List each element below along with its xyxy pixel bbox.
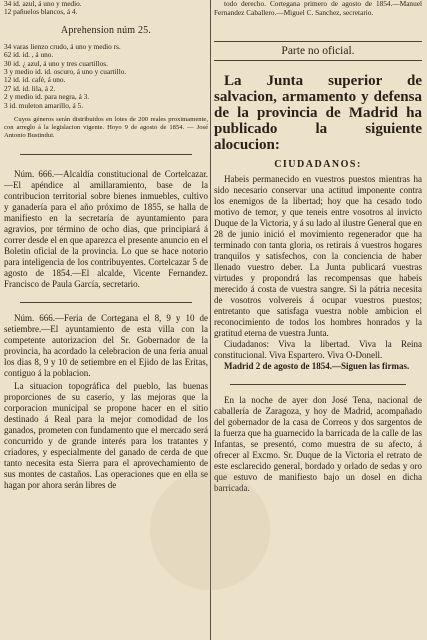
aprehension-list: [4, 43, 208, 110]
right-column: [214, 0, 422, 640]
column-rule: [210, 0, 211, 640]
list-line: 2 y medio id. para negra, á 3.: [4, 93, 90, 102]
junta-speech: Habeis permanecido en vuestros puestos mientras ha sido necesario conservar una actitud imponente contra los enemigos de la libertad; hoy que ha cesado todo motivo de temor, y que teneis entre vosotros al invicto Duque de la Victoria, y á su lado al ilustre General que en 28 de junio inició el movimiento regenerador que ha terminado con tanta gloria, os retirais á vuestros hogares tranquilos y satisfechos, con la conciencia de haber llenado vuestro deber. La Junta publicará vuestras virtudes y propondrá las recompensas que habeis merecido á costa de vuestra sangre. Si la pátria necesita de vosotros volvereis á ocupar vuestros puestos; entretanto que satisfaga vuestra noble ambicion el reconocimiento de todos los hombres honrados y la gratitud eterna de vuestra Junta.: [214, 174, 422, 339]
cortelcazar-notice: Núm. 666.—Alcaldía constitucional de Cortelcazar.—El apéndice al amillaramiento, base de la contribucion territorial sobre bienes inmuebles, cultivo y ganadería para el año próximo de 1855, se halla de manifiesto en la secretaría de ayuntamiento para agravios, por término de ocho dias, que principiará á correr desde el en que aparezca el presente anuncio en el Boletin oficial de la provincia. Lo que se hace notorio para inteligencia de los contribuyentes. Cortelcazar 5 de agosto de 1854.—El alcalde, Vicente Fernandez. Francisco de Paula García, secretario.: [4, 168, 208, 289]
ciudadanos-heading: CIUDADANOS:: [274, 159, 362, 171]
tena-news: En la noche de ayer don José Tena, nacional de caballería de Zaragoza, y hoy de Madrid, acompañado del gobernador de la casa de Correos y dos sargentos de la fuerza que ha guarnecido la barricada de la calle de las Infantas, se presentó, como muestra de su afecto, á ofrecer al Excmo. Sr. Duque de la Victoria el retrato de este esclarecido general, bordado y orlado de sedas y oro que estuvo de manifiesto bajo un dosel en dicha barricada.: [214, 395, 422, 494]
cortegana-fair-notice: Núm. 666.—Feria de Cortegana el 8, 9 y 10 de setiembre.—El ayuntamiento de esta villa con la competente autorizacion del Sr. Gobernador de la provincia, ha acordado la celebracion de una feria anual los dias 8, 9 y 10 de setiembre en el Ejido de las Eritas, contiguo á la poblacion.: [4, 312, 208, 378]
left-column: [4, 0, 208, 640]
junta-date: Madrid 2 de agosto de 1854.—Siguen las firmas.: [224, 361, 410, 372]
distribution-notice: Cuyos géneros serán distribuidos en lotes de 200 reales proximamente, con arreglo á la legislacion vigente. Hoyo 9 de agosto de 1854. — José Antonio Bustindui.: [4, 116, 208, 139]
list-line: 12 pañuelos blancos, á 4.: [4, 8, 78, 17]
aprehension-heading: Aprehension núm 25.: [60, 24, 152, 36]
list-line: 34 id. azul, á uno y medio.: [4, 0, 82, 8]
list-line: 3 id. muleton amarillo, á 5.: [4, 101, 84, 110]
junta-title: La Junta superior de salvacion, armamento y defensa de la provincia de Madrid ha publicado la siguiente alocucion:: [214, 73, 422, 154]
list-line: 30 id. ¿ azul, á uno y tres cuartillos.: [4, 59, 108, 68]
list-line: 27 id. id. lila, á 2.: [4, 84, 56, 93]
divider: [20, 302, 192, 303]
divider: [230, 384, 406, 385]
list-line: 62 id. id. , á uno.: [4, 51, 54, 60]
list-line: 12 id. id. café, á uno.: [4, 76, 66, 85]
cortegana-fair-details: La situacion topográfica del pueblo, las buenas proporciones de su caserío, y las mejoras que la corporacion municipal se propone hacer en el sitio destinado á Real para la mejor comodidad de los ganados, prometen con fundamento que el mercado será concurrido y de grande interés para los tratantes y criadores, y especialmente del ganado de cerda de que tanto necesita esta Sierra para el aprovechamiento de sus montes de castaños. Las operaciones que en ella se hagan por ahora serán libres de: [4, 380, 208, 490]
section-heading: Parte no oficial.: [214, 41, 422, 61]
top-lines: [4, 0, 208, 17]
divider: [20, 154, 192, 155]
fair-notice-end: todo derecho. Cortegana primero de agosto de 1854.—Manuel Fernandez Caballero.—Miguel C. Sanchez, secretario.: [214, 0, 422, 17]
list-line: 3 y medio id. id. oscuro, á uno y cuartillo.: [4, 68, 127, 77]
junta-vivas: Ciudadanos: Viva la libertad. Viva la Reina constitucional. Viva Espartero. Viva O-Donell.: [214, 339, 422, 361]
list-line: 34 varas lienzo crudo, á uno y medio rs.: [4, 42, 121, 51]
